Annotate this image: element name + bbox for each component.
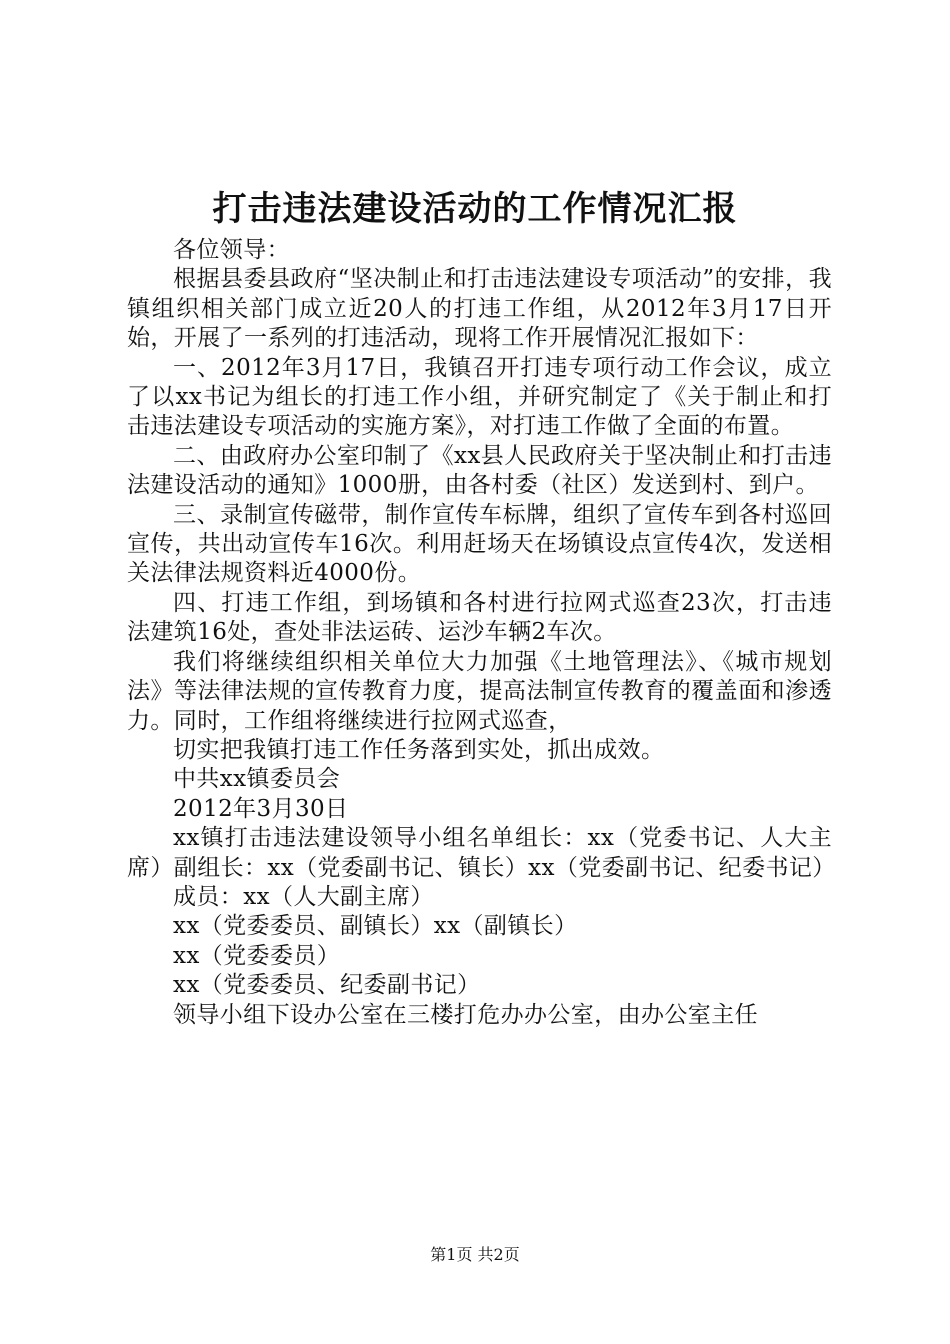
member-line: xx（党委委员）: [173, 942, 341, 969]
item-four-paragraph: 四、打违工作组，到场镇和各村进行拉网式巡查23次，打击违法建筑16处，查处非法运砖、运沙车辆2车次。: [127, 589, 832, 646]
item-three-paragraph: 三、录制宣传磁带，制作宣传车标牌，组织了宣传车到各村巡回宣传，共出动宣传车16次。利用赶场天在场镇设点宣传4次，发送相关法律法规资料近4000份。: [127, 501, 832, 587]
plan-paragraph: 我们将继续组织相关单位大力加强《土地管理法》、《城市规划法》等法律法规的宣传教育力度，提高法制宣传教育的覆盖面和渗透力。同时，工作组将继续进行拉网式巡查，: [127, 648, 832, 734]
document-body: [127, 236, 836, 1030]
leadership-list-paragraph: xx镇打击违法建设领导小组名单组长：xx（党委书记、人大主席）副组长：xx（党委副书记、镇长）xx（党委副书记、纪委书记）: [127, 825, 836, 881]
signature-organization: 中共xx镇委员会: [173, 766, 341, 793]
document-title: 打击违法建设活动的工作情况汇报: [212, 189, 738, 229]
signature-date: 2012年3月30日: [173, 795, 349, 822]
member-line: xx（党委委员、纪委副书记）: [173, 972, 481, 999]
office-paragraph: 领导小组下设办公室在三楼打危办办公室，由办公室主任: [173, 1001, 758, 1028]
item-one-paragraph: 一、2012年3月17日，我镇召开打违专项行动工作会议，成立了以xx书记为组长的打违工作小组，并研究制定了《关于制止和打击违法建设专项活动的实施方案》，对打违工作做了全面的布置。: [127, 354, 832, 440]
item-two-paragraph: 二、由政府办公室印制了《xx县人民政府关于坚决制止和打击违法建设活动的通知》1000册，由各村委（社区）发送到村、到户。: [127, 442, 832, 499]
conclusion-paragraph: 切实把我镇打违工作任务落到实处，抓出成效。: [173, 736, 665, 763]
page-number-footer: 第1页 共2页: [430, 1245, 520, 1264]
member-line: 成员：xx（人大副主席）: [173, 883, 434, 910]
member-line: xx（党委委员、副镇长）xx（副镇长）: [173, 913, 578, 940]
salutation: 各位领导：: [173, 237, 290, 263]
intro-paragraph: 根据县委县政府“坚决制止和打击违法建设专项活动”的安排，我镇组织相关部门成立近20人的打违工作组，从2012年3月17日开始，开展了一系列的打违活动，现将工作开展情况汇报如下：: [127, 266, 832, 352]
